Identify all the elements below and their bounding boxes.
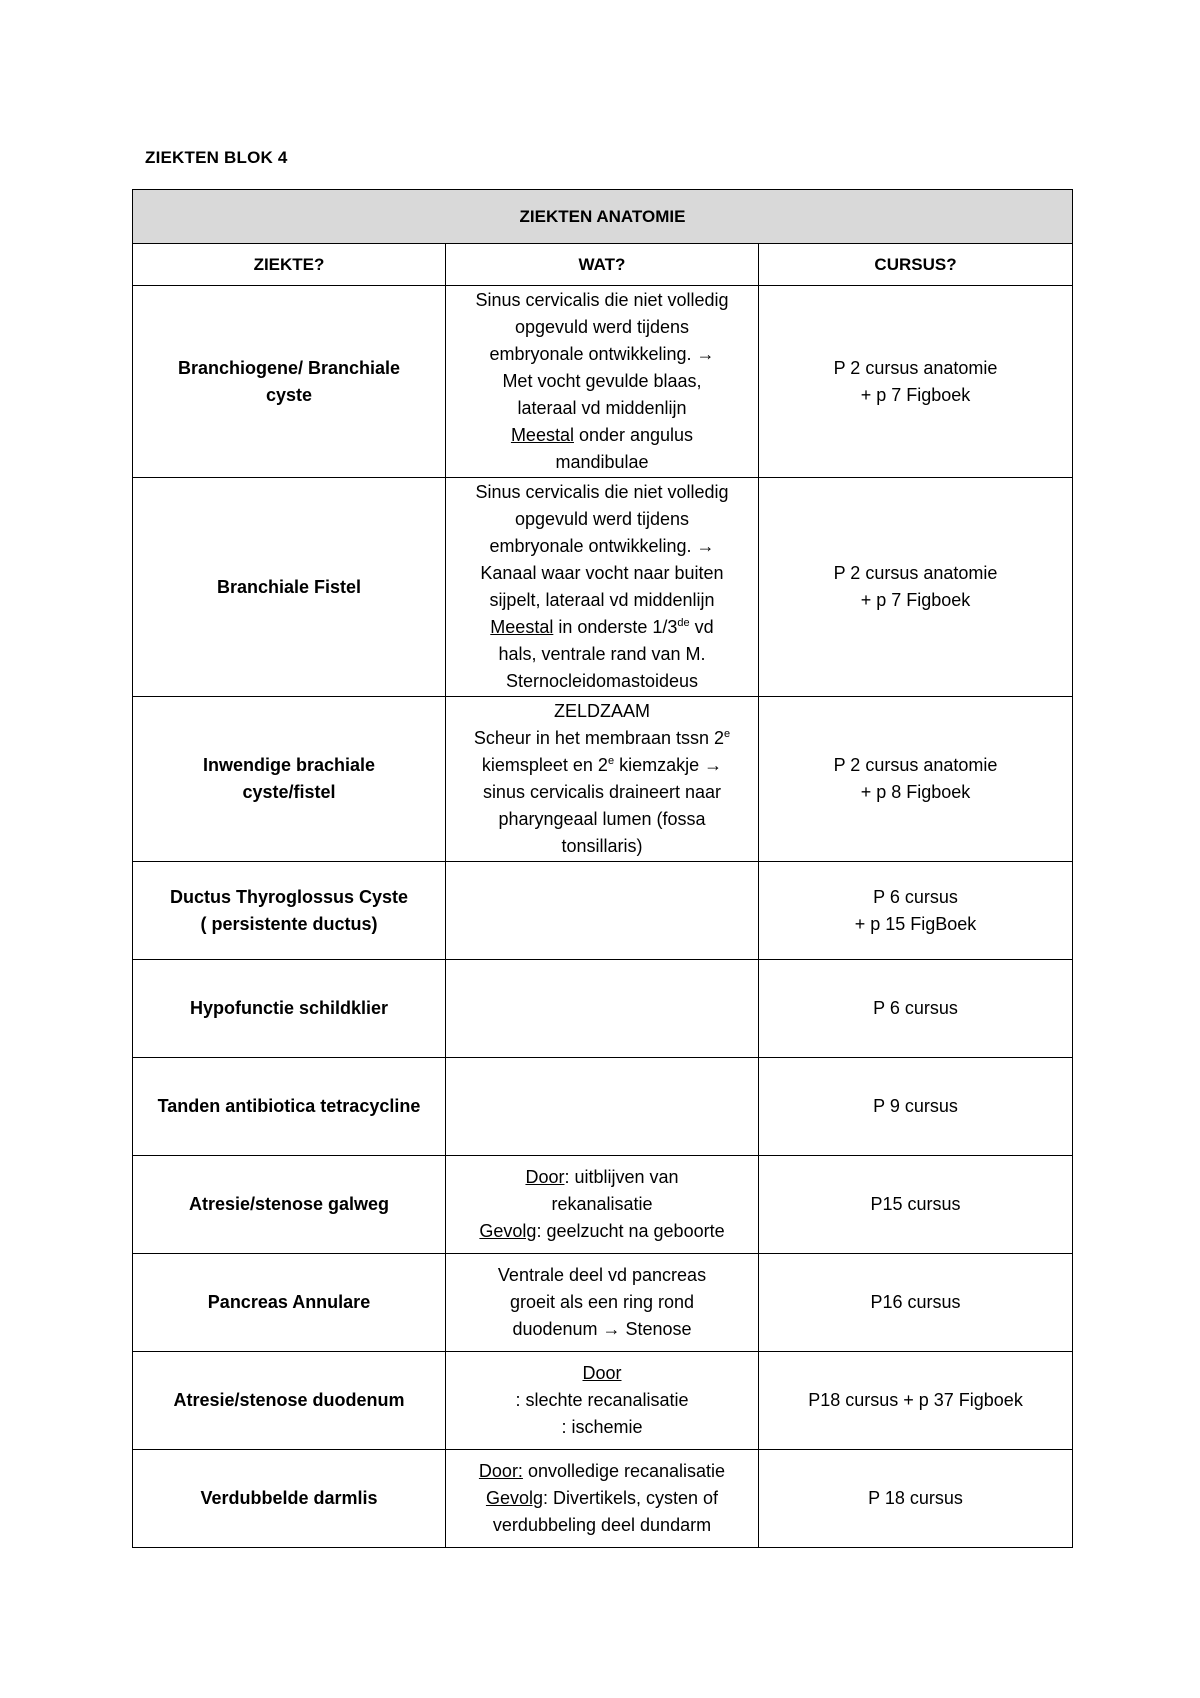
disease-name-line: Branchiogene/ Branchiale	[177, 357, 401, 378]
what-cell	[446, 862, 759, 960]
what-line: sijpelt, lateraal vd middenlijn	[489, 590, 715, 610]
table-body	[133, 286, 1073, 1548]
document-title: ZIEKTEN BLOK 4	[145, 148, 288, 167]
table-row	[133, 1450, 1073, 1548]
course-cell	[759, 1254, 1073, 1352]
course-reference: + p 15 FigBoek	[854, 913, 977, 934]
header-what: WAT?	[446, 244, 759, 286]
text-segment: : uitblijven van	[564, 1167, 679, 1187]
what-cell	[446, 478, 759, 697]
what-line	[456, 422, 748, 449]
table-row	[133, 697, 1073, 862]
what-line: tonsillaris)	[561, 836, 643, 856]
course-cell	[759, 286, 1073, 478]
what-cell	[446, 1254, 759, 1352]
disease-cell	[133, 286, 446, 478]
disease-name-line: Branchiale Fistel	[216, 576, 362, 597]
course-reference: P 6 cursus	[873, 998, 958, 1018]
what-line: opgevuld werd tijdens	[514, 509, 690, 529]
table-row	[133, 478, 1073, 697]
course-reference: P16 cursus	[870, 1292, 961, 1312]
what-line: Sinus cervicalis die niet volledig	[475, 290, 729, 310]
what-line: pharyngeaal lumen (fossa	[498, 809, 706, 829]
course-cell	[759, 1156, 1073, 1254]
what-cell	[446, 1450, 759, 1548]
course-reference: + p 7 Figboek	[860, 384, 971, 405]
what-cell	[446, 697, 759, 862]
what-line: Sternocleidomastoideus	[505, 671, 699, 691]
table-row	[133, 960, 1073, 1058]
course-cell	[759, 1450, 1073, 1548]
course-reference: P 6 cursus	[873, 886, 958, 907]
disease-cell	[133, 1058, 446, 1156]
what-line: verdubbeling deel dundarm	[492, 1515, 712, 1535]
header-disease: ZIEKTE?	[133, 244, 446, 286]
table-row	[133, 1058, 1073, 1156]
what-line: ZELDZAAM	[553, 701, 650, 721]
what-line	[456, 614, 748, 641]
disease-cell	[133, 1156, 446, 1254]
text-segment: Scheur in het membraan tssn 2	[473, 728, 724, 748]
course-reference: P18 cursus + p 37 Figboek	[808, 1390, 1023, 1410]
text-segment: vd	[689, 617, 714, 637]
disease-cell	[133, 478, 446, 697]
what-line: hals, ventrale rand van M.	[498, 644, 706, 664]
disease-name-line: ( persistente ductus)	[200, 913, 378, 934]
what-line	[456, 725, 748, 752]
disease-name-line: Pancreas Annulare	[207, 1292, 371, 1312]
disease-cell	[133, 1352, 446, 1450]
text-segment: onder angulus	[573, 425, 694, 445]
what-line: embryonale ontwikkeling. →	[489, 344, 715, 364]
course-cell	[759, 1058, 1073, 1156]
superscript: e	[724, 728, 731, 740]
what-line	[456, 1458, 748, 1485]
underlined-keyword: Door:	[478, 1461, 523, 1481]
what-line: opgevuld werd tijdens	[514, 317, 690, 337]
disease-name-line: Tanden antibiotica tetracycline	[157, 1096, 421, 1116]
what-line: duodenum → Stenose	[512, 1319, 692, 1339]
disease-name-line: Atresie/stenose duodenum	[173, 1390, 405, 1410]
what-line: : ischemie	[561, 1417, 643, 1437]
what-line: Kanaal waar vocht naar buiten	[480, 563, 724, 583]
disease-name-line: Ductus Thyroglossus Cyste	[169, 886, 409, 907]
what-line	[456, 1218, 748, 1245]
what-line	[456, 1164, 748, 1191]
course-reference: + p 7 Figboek	[860, 590, 971, 610]
course-reference: P 9 cursus	[873, 1096, 958, 1116]
what-line: Met vocht gevulde blaas,	[502, 371, 702, 391]
superscript: de	[677, 617, 690, 629]
what-cell	[446, 1058, 759, 1156]
disease-name-line: Hypofunctie schildklier	[189, 998, 389, 1018]
disease-name-line: Inwendige brachiale	[202, 755, 376, 775]
text-segment: onvolledige recanalisatie	[522, 1461, 726, 1481]
table-row	[133, 1156, 1073, 1254]
what-line: Sinus cervicalis die niet volledig	[475, 482, 729, 502]
disease-cell	[133, 960, 446, 1058]
disease-cell	[133, 862, 446, 960]
underlined-keyword: Door	[525, 1167, 565, 1187]
what-line: sinus cervicalis draineert naar	[482, 782, 722, 802]
what-line: Ventrale deel vd pancreas	[497, 1265, 707, 1285]
what-line: mandibulae	[555, 452, 649, 472]
what-cell	[446, 960, 759, 1058]
course-reference: P 2 cursus anatomie	[833, 357, 998, 378]
what-line: groeit als een ring rond	[509, 1292, 695, 1312]
table-row	[133, 286, 1073, 478]
diseases-table	[132, 189, 1073, 1548]
disease-name-line: cyste	[265, 384, 313, 405]
superscript: e	[607, 755, 615, 767]
disease-cell	[133, 697, 446, 862]
course-reference: P 18 cursus	[868, 1488, 963, 1508]
underlined-keyword: Gevolg	[479, 1221, 537, 1241]
what-line: lateraal vd middenlijn	[517, 398, 687, 418]
what-line	[456, 1360, 748, 1387]
underlined-keyword: Meestal	[490, 617, 554, 637]
table-row	[133, 1254, 1073, 1352]
underlined-keyword: Meestal	[510, 425, 574, 445]
table-row	[133, 1352, 1073, 1450]
course-cell	[759, 1352, 1073, 1450]
disease-name-line: cyste/fistel	[242, 782, 336, 802]
course-cell	[759, 960, 1073, 1058]
table-caption: ZIEKTEN ANATOMIE	[133, 190, 1073, 244]
text-segment: in onderste 1/3	[553, 617, 678, 637]
text-segment: : geelzucht na geboorte	[536, 1221, 725, 1241]
course-cell	[759, 697, 1073, 862]
what-line: rekanalisatie	[551, 1194, 653, 1214]
table-row	[133, 862, 1073, 960]
course-reference: P 2 cursus anatomie	[833, 755, 998, 775]
what-cell	[446, 1156, 759, 1254]
what-line	[456, 752, 748, 779]
what-line: : slechte recanalisatie	[515, 1390, 689, 1410]
what-line	[456, 1485, 748, 1512]
course-cell	[759, 478, 1073, 697]
course-cell	[759, 862, 1073, 960]
course-reference: P15 cursus	[870, 1194, 961, 1214]
disease-name-line: Atresie/stenose galweg	[188, 1194, 390, 1214]
what-cell	[446, 286, 759, 478]
disease-cell	[133, 1450, 446, 1548]
course-reference: + p 8 Figboek	[860, 782, 971, 802]
what-line: embryonale ontwikkeling. →	[489, 536, 715, 556]
disease-name-line: Verdubbelde darmlis	[200, 1488, 378, 1508]
underlined-keyword: Door	[582, 1363, 622, 1383]
disease-cell	[133, 1254, 446, 1352]
course-reference: P 2 cursus anatomie	[833, 563, 998, 583]
underlined-keyword: Gevolg	[485, 1488, 543, 1508]
text-segment: : Divertikels, cysten of	[542, 1488, 719, 1508]
what-cell	[446, 1352, 759, 1450]
header-course: CURSUS?	[759, 244, 1073, 286]
text-segment: kiemspleet en 2	[481, 755, 608, 775]
text-segment: kiemzakje →	[614, 755, 723, 775]
